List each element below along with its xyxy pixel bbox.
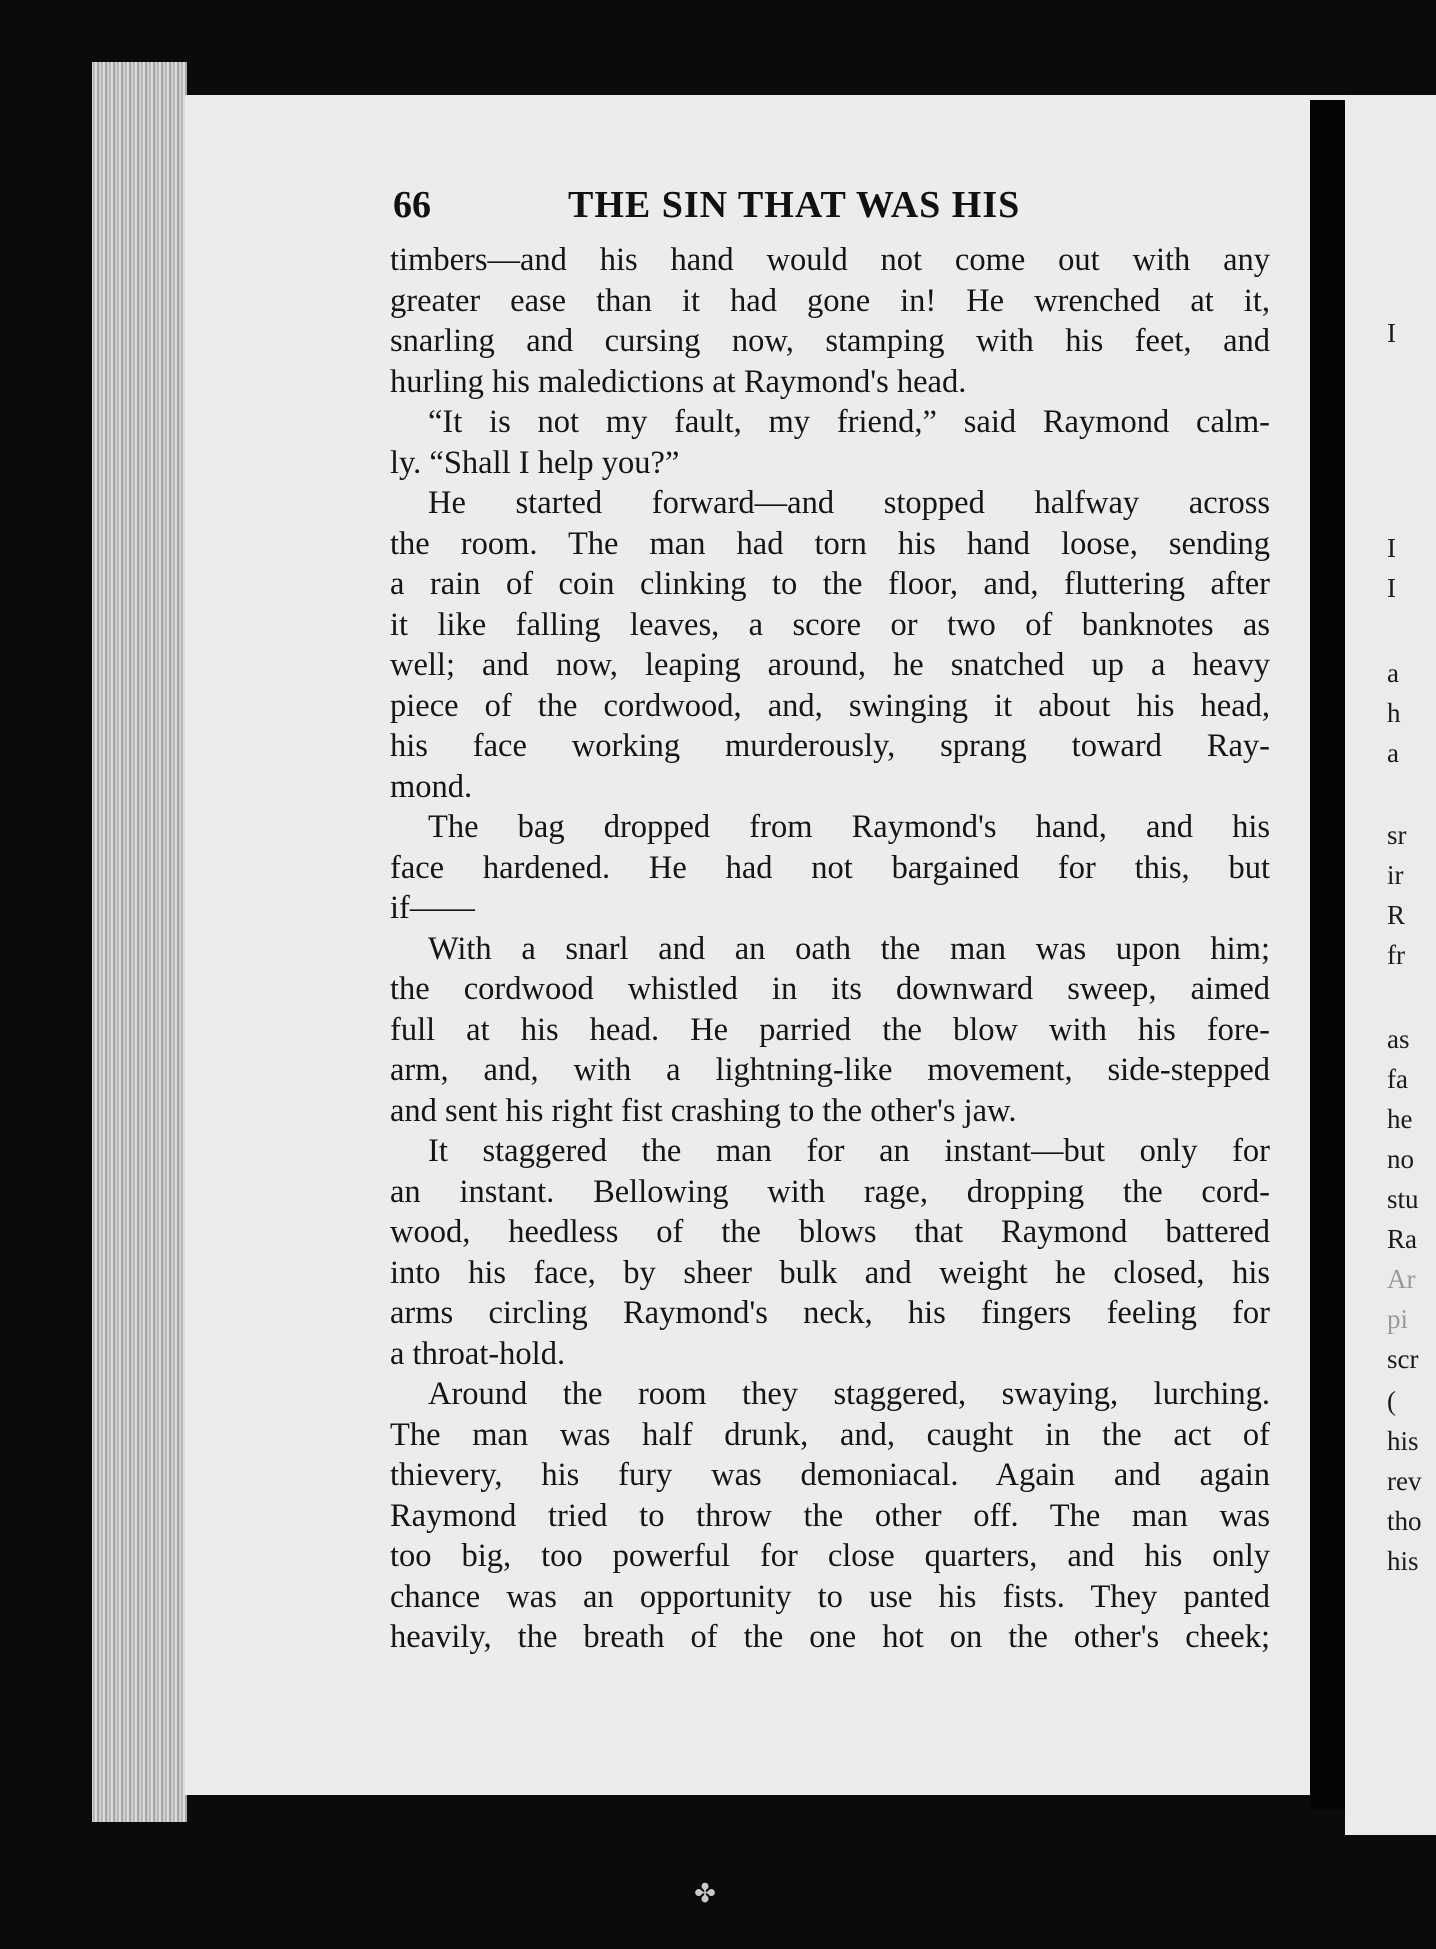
text-line: the room. The man had torn his hand loose, sending (390, 525, 1270, 562)
text-line: snarling and cursing now, stamping with his feet, and (390, 323, 1270, 359)
text-line: With a snarl and an oath the man was upon him; (428, 930, 1270, 967)
text-line: ly. “Shall I help you?” (390, 444, 680, 481)
right-page-fragment: I (1387, 573, 1396, 603)
right-page-fragment: fr (1387, 940, 1405, 970)
body-text (390, 240, 1270, 1658)
page-header (393, 183, 1273, 233)
text-line: if—— (390, 890, 475, 926)
right-page-fragment: his (1387, 1546, 1419, 1576)
text-line: into his face, by sheer bulk and weight he closed, his (390, 1254, 1270, 1291)
right-page-fragment: tho (1387, 1506, 1422, 1536)
text-line: wood, heedless of the blows that Raymond battered (390, 1214, 1270, 1250)
text-line: Around the room they staggered, swaying, lurching. (428, 1376, 1270, 1412)
text-line: It staggered the man for an instant—but only for (428, 1133, 1270, 1169)
right-page-fragment: Ar (1387, 1264, 1416, 1294)
book-gutter (1310, 100, 1350, 1810)
right-page-fragment: his (1387, 1426, 1419, 1456)
text-line: chance was an opportunity to use his fists. They panted (390, 1578, 1270, 1615)
text-line: hurling his maledictions at Raymond's head. (390, 363, 967, 400)
text-line: full at his head. He parried the blow with his fore- (390, 1011, 1270, 1048)
text-line: heavily, the breath of the one hot on the other's cheek; (390, 1619, 1270, 1655)
text-line: well; and now, leaping around, he snatched up a heavy (390, 647, 1270, 683)
book-page-right (1345, 95, 1436, 1835)
right-page-fragment: he (1387, 1104, 1413, 1134)
text-line: arms circling Raymond's neck, his fingers feeling for (390, 1295, 1270, 1331)
right-page-fragment: I (1387, 533, 1396, 563)
text-line: arm, and, with a lightning-like movement, side-stepped (390, 1052, 1270, 1088)
text-line: The man was half drunk, and, caught in the act of (390, 1416, 1270, 1453)
right-page-fragment: ir (1387, 860, 1404, 890)
right-page-fragment: Ra (1387, 1224, 1417, 1254)
right-page-fragment: a (1387, 658, 1399, 688)
text-line: it like falling leaves, a score or two of banknotes as (390, 606, 1270, 643)
text-line: timbers—and his hand would not come out with any (390, 242, 1270, 278)
text-line: mond. (390, 768, 473, 805)
text-line: an instant. Bellowing with rage, dropping the cord- (390, 1173, 1270, 1210)
right-page-fragment: stu (1387, 1184, 1419, 1214)
right-page-fragment: a (1387, 738, 1399, 768)
text-line: a rain of coin clinking to the floor, and, fluttering after (390, 566, 1270, 602)
right-page-fragment: pi (1387, 1304, 1409, 1334)
running-title: THE SIN THAT WAS HIS (568, 184, 1021, 226)
right-page-fragment: ( (1387, 1386, 1396, 1416)
text-line: thievery, his fury was demoniacal. Again and again (390, 1457, 1270, 1493)
text-line: and sent his right fist crashing to the other's jaw. (390, 1092, 1017, 1129)
right-page-fragment: scr (1387, 1344, 1419, 1374)
text-line: face hardened. He had not bargained for this, but (390, 849, 1270, 886)
text-line: He started forward—and stopped halfway across (428, 485, 1270, 521)
right-page-fragment: fa (1387, 1064, 1408, 1094)
text-line: piece of the cordwood, and, swinging it about his head, (390, 687, 1270, 724)
right-page-fragment: no (1387, 1144, 1414, 1174)
text-line: a throat-hold. (390, 1335, 566, 1372)
text-line: too big, too powerful for close quarters, and his only (390, 1538, 1270, 1574)
right-page-fragment: R (1387, 900, 1406, 930)
text-line: The bag dropped from Raymond's hand, and his (428, 809, 1270, 845)
right-page-fragment: as (1387, 1024, 1410, 1054)
text-line: Raymond tried to throw the other off. The man was (390, 1497, 1270, 1534)
text-line: “It is not my fault, my friend,” said Raymond calm- (428, 404, 1270, 440)
right-page-fragment: rev (1387, 1466, 1422, 1496)
scan-mark-icon: ✤ (694, 1879, 716, 1909)
text-line: his face working murderously, sprang toward Ray- (390, 728, 1270, 764)
text-line: greater ease than it had gone in! He wrenched at it, (390, 282, 1270, 319)
right-page-fragment: h (1387, 698, 1401, 728)
page-edge-stack (92, 62, 187, 1822)
text-line: the cordwood whistled in its downward sweep, aimed (390, 971, 1270, 1007)
right-page-fragment: sr (1387, 820, 1407, 850)
page-number: 66 (393, 184, 431, 226)
right-page-fragment: I (1387, 318, 1396, 348)
